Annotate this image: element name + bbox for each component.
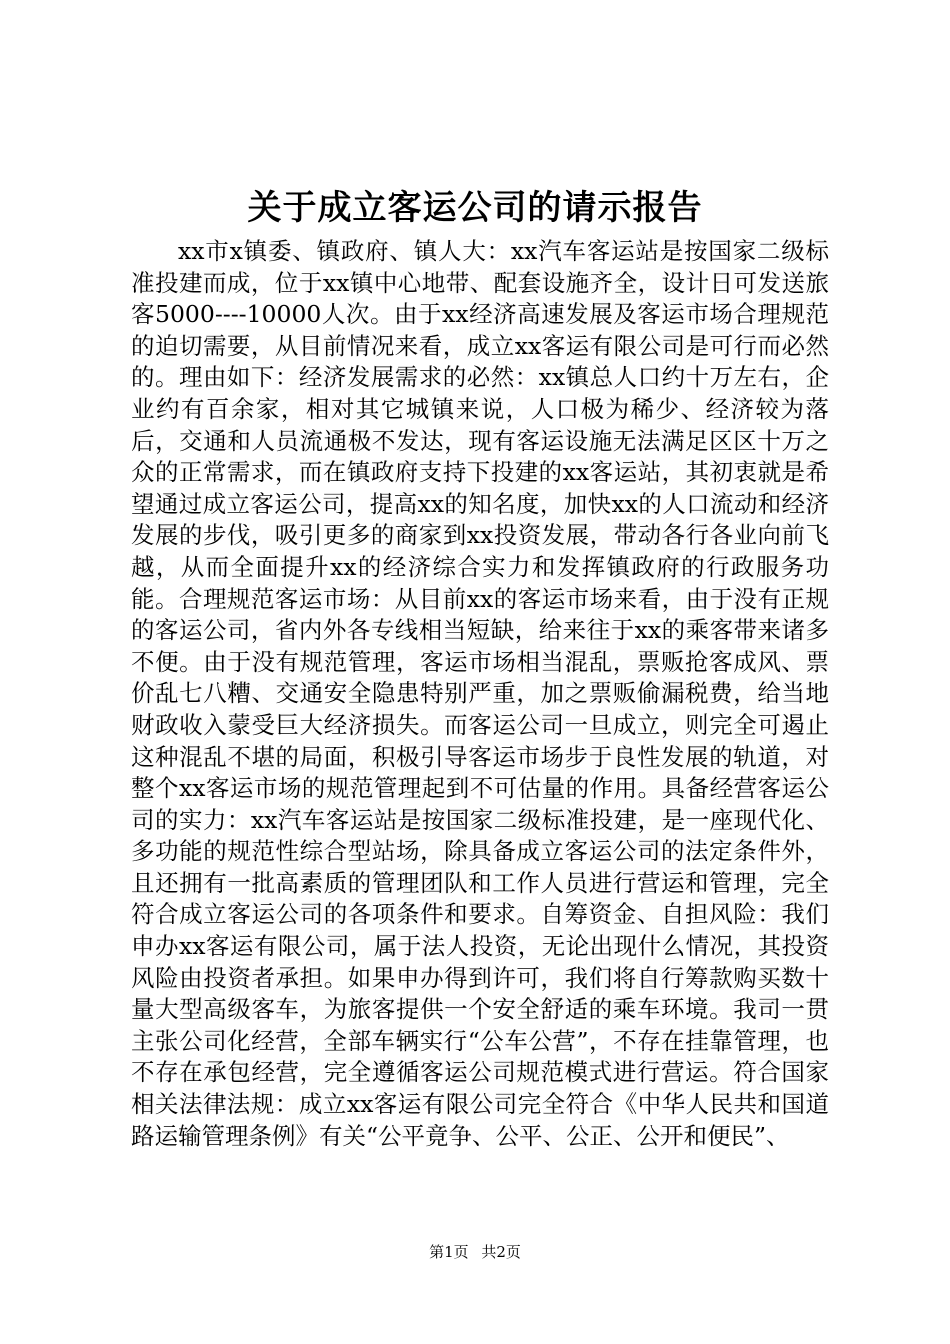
body-paragraph: xx市x镇委、镇政府、镇人大：xx汽车客运站是按国家二级标准投建而成，位于xx镇中心地带、配套设施齐全，设计日可发送旅客5000----10000人次。由于xx经济高速发展及客运市场合理规范的迫切需要，从目前情况来看，成立xx客运有限公司是可行而必然的。理由如下：经济发展需求的必然：xx镇总人口约十万左右，企业约有百余家，相对其它城镇来说，人口极为稀少、经济较为落后，交通和人员流通极不发达，现有客运设施无法满足区区十万之众的正常需求，而在镇政府支持下投建的xx客运站，其初衷就是希望通过成立客运公司，提高xx的知名度，加快xx的人口流动和经济发展的步伐，吸引更多的商家到xx投资发展，带动各行各业向前飞越，从而全面提升xx的经济综合实力和发挥镇政府的行政服务功能。合理规范客运市场：从目前xx的客运市场来看，由于没有正规的客运公司，省内外各专线相当短缺，给来往于xx的乘客带来诸多不便。由于没有规范管理，客运市场相当混乱，票贩抢客成风、票价乱七八糟、交通安全隐患特别严重，加之票贩偷漏税费，给当地财政收入蒙受巨大经济损失。而客运公司一旦成立，则完全可遏止这种混乱不堪的局面，积极引导客运市场步于良性发展的轨道，对整个xx客运市场的规范管理起到不可估量的作用。具备经营客运公司的实力：xx汽车客运站是按国家二级标准投建，是一座现代化、多功能的规范性综合型站场，除具备成立客运公司的法定条件外，且还拥有一批高素质的管理团队和工作人员进行营运和管理，完全符合成立客运公司的各项条件和要求。自筹资金、自担风险：我们申办xx客运有限公司，属于法人投资，无论出现什么情况，其投资风险由投资者承担。如果申办得到许可，我们将自行筹款购买数十量大型高级客车，为旅客提供一个安全舒适的乘车环境。我司一贯主张公司化经营，全部车辆实行“公车公营”，不存在挂靠管理，也不存在承包经营，完全遵循客运公司规范模式进行营运。符合国家相关法律法规：成立xx客运有限公司完全符合《中华人民共和国道路运输管理条例》有关“公平竟争、公平、公正、公开和便民”、 [131, 237, 829, 1150]
page-number-total: 共2页 [481, 1243, 521, 1261]
page-footer [0, 1242, 950, 1262]
page-number-current: 第1页 [429, 1243, 469, 1261]
page-title: 关于成立客运公司的请示报告 [247, 188, 703, 228]
